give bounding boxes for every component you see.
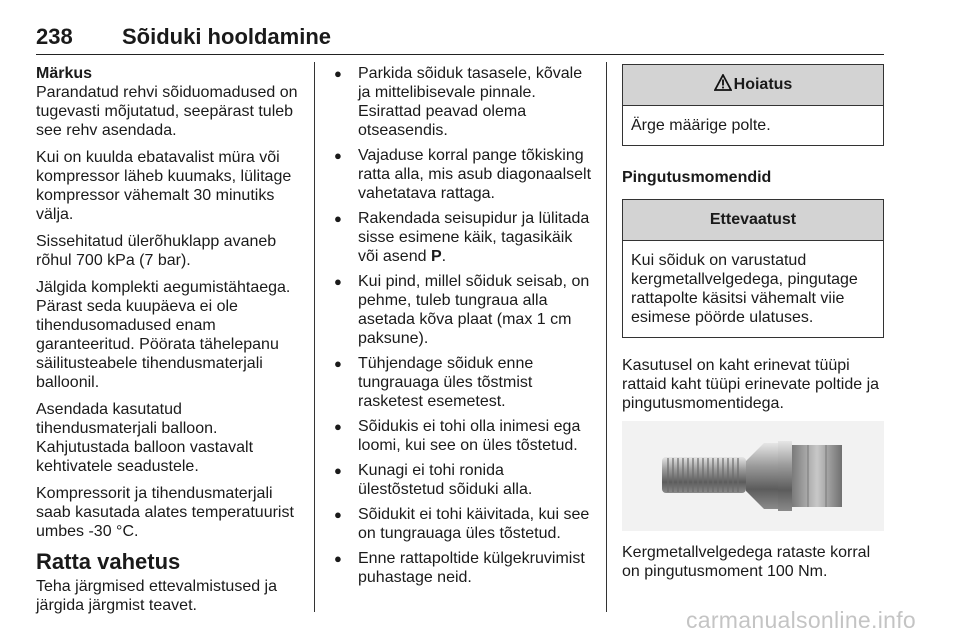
warning-triangle-icon (714, 74, 732, 91)
torque-heading: Pingutusmomendid (622, 169, 772, 186)
bullet-icon: ● (334, 211, 342, 226)
warning-box (622, 64, 884, 146)
column-left (36, 64, 302, 623)
paragraph: Kompressorit ja tihendusmaterjali saab kasutada alates temperatuurist umbes -30 °C. (36, 485, 294, 540)
list-item: ● Sõidukit ei tohi käivitada, kui see on tungrauaga üles tõstetud. (334, 506, 590, 542)
paragraph: Asendada kasutatud tihendusmaterjali balloon. Kahjutustada balloon vastavalt kehtivatele seadustele. (36, 401, 254, 475)
bullet-icon: ● (334, 507, 342, 522)
bullet-icon: ● (334, 551, 342, 566)
note-text: Parandatud rehvi sõiduomadused on tugevasti mõjutatud, seepärast tuleb see rehv asendada. (36, 84, 298, 139)
paragraph: Kasutusel on kaht erinevat tüüpi rattaid kaht tüüpi erinevate poltide ja pingutusmomentidega. (622, 357, 880, 412)
list-item: ● Kunagi ei tohi ronida ülestõstetud sõiduki alla. (334, 462, 533, 498)
section-title: Ratta vahetus (36, 549, 181, 574)
list-item: ● Sõidukis ei tohi olla inimesi ega loomi, kui see on üles tõstetud. (334, 418, 581, 454)
bullet-icon: ● (334, 463, 342, 478)
list-item: ● Tühjendage sõiduk enne tungrauaga üles tõstmist rasketest esemetest. (334, 355, 534, 410)
column-middle (330, 64, 592, 593)
warning-text: Ärge määrige polte. (631, 117, 771, 134)
watermark: carmanualsonline.info (685, 607, 916, 633)
preparation-list (330, 64, 592, 587)
page-header (36, 24, 884, 55)
gear-position-p: P (430, 248, 442, 265)
paragraph: Sissehitatud ülerõhuklapp avaneb rõhul 700 kPa (7 bar). (36, 233, 277, 269)
bullet-icon: ● (334, 148, 342, 163)
list-item: ● Rakendada seisupidur ja lülitada sisse esimene käik, tagasikäik või asend P. (334, 210, 590, 265)
bullet-icon: ● (334, 419, 342, 434)
page-number: 238 (36, 24, 73, 49)
section-intro: Teha järgmised ettevalmistused ja järgida järgmist teavet. (36, 578, 278, 614)
wheel-bolt-icon (622, 421, 884, 531)
list-item: ● Kui pind, millel sõiduk seisab, on pehme, tuleb tungraua alla asetada kõva plaat (max 1 cm paksune). (334, 273, 590, 347)
wheel-bolt-illustration (622, 421, 884, 531)
list-item: ● Parkida sõiduk tasasele, kõvale ja mittelibisevale pinnale. Esirattad peavad olema otseasendis. (334, 65, 583, 139)
paragraph: Kui on kuulda ebatavalist müra või kompressor läheb kuumaks, lülitage kompressor vähemalt 30 minutiks välja. (36, 149, 292, 223)
caution-text: Kui sõiduk on varustatud kergmetallvelgedega, pingutage rattapolte käsitsi vähemalt viie esimese pöörde ulatuses. (631, 252, 858, 326)
list-item: ● Vajaduse korral pange tõkisking ratta alla, mis asub diagonaalselt vahetatava rattaga. (334, 147, 592, 202)
bullet-icon: ● (334, 66, 342, 81)
list-item: ● Enne rattapoltide külgekruvimist puhastage neid. (334, 550, 585, 586)
bullet-icon: ● (334, 274, 342, 289)
page-title: Sõiduki hooldamine (122, 24, 332, 49)
warning-title: Hoiatus (733, 76, 793, 93)
bullet-icon: ● (334, 356, 342, 371)
column-right (622, 64, 884, 589)
caution-box (622, 199, 884, 338)
paragraph: Jälgida komplekti aegumistähtaega. Pärast seda kuupäeva ei ole tihendusomadused enam garanteeritud. Pöörata tähelepanu säilitusteabele tihendusmaterjali balloonil. (36, 279, 291, 391)
column-divider-2 (606, 62, 607, 612)
column-divider-1 (314, 62, 315, 612)
caution-title: Ettevaatust (623, 200, 883, 241)
note-title: Märkus (36, 65, 93, 82)
paragraph: Kergmetallvelgedega rataste korral on pingutusmoment 100 Nm. (622, 544, 871, 580)
